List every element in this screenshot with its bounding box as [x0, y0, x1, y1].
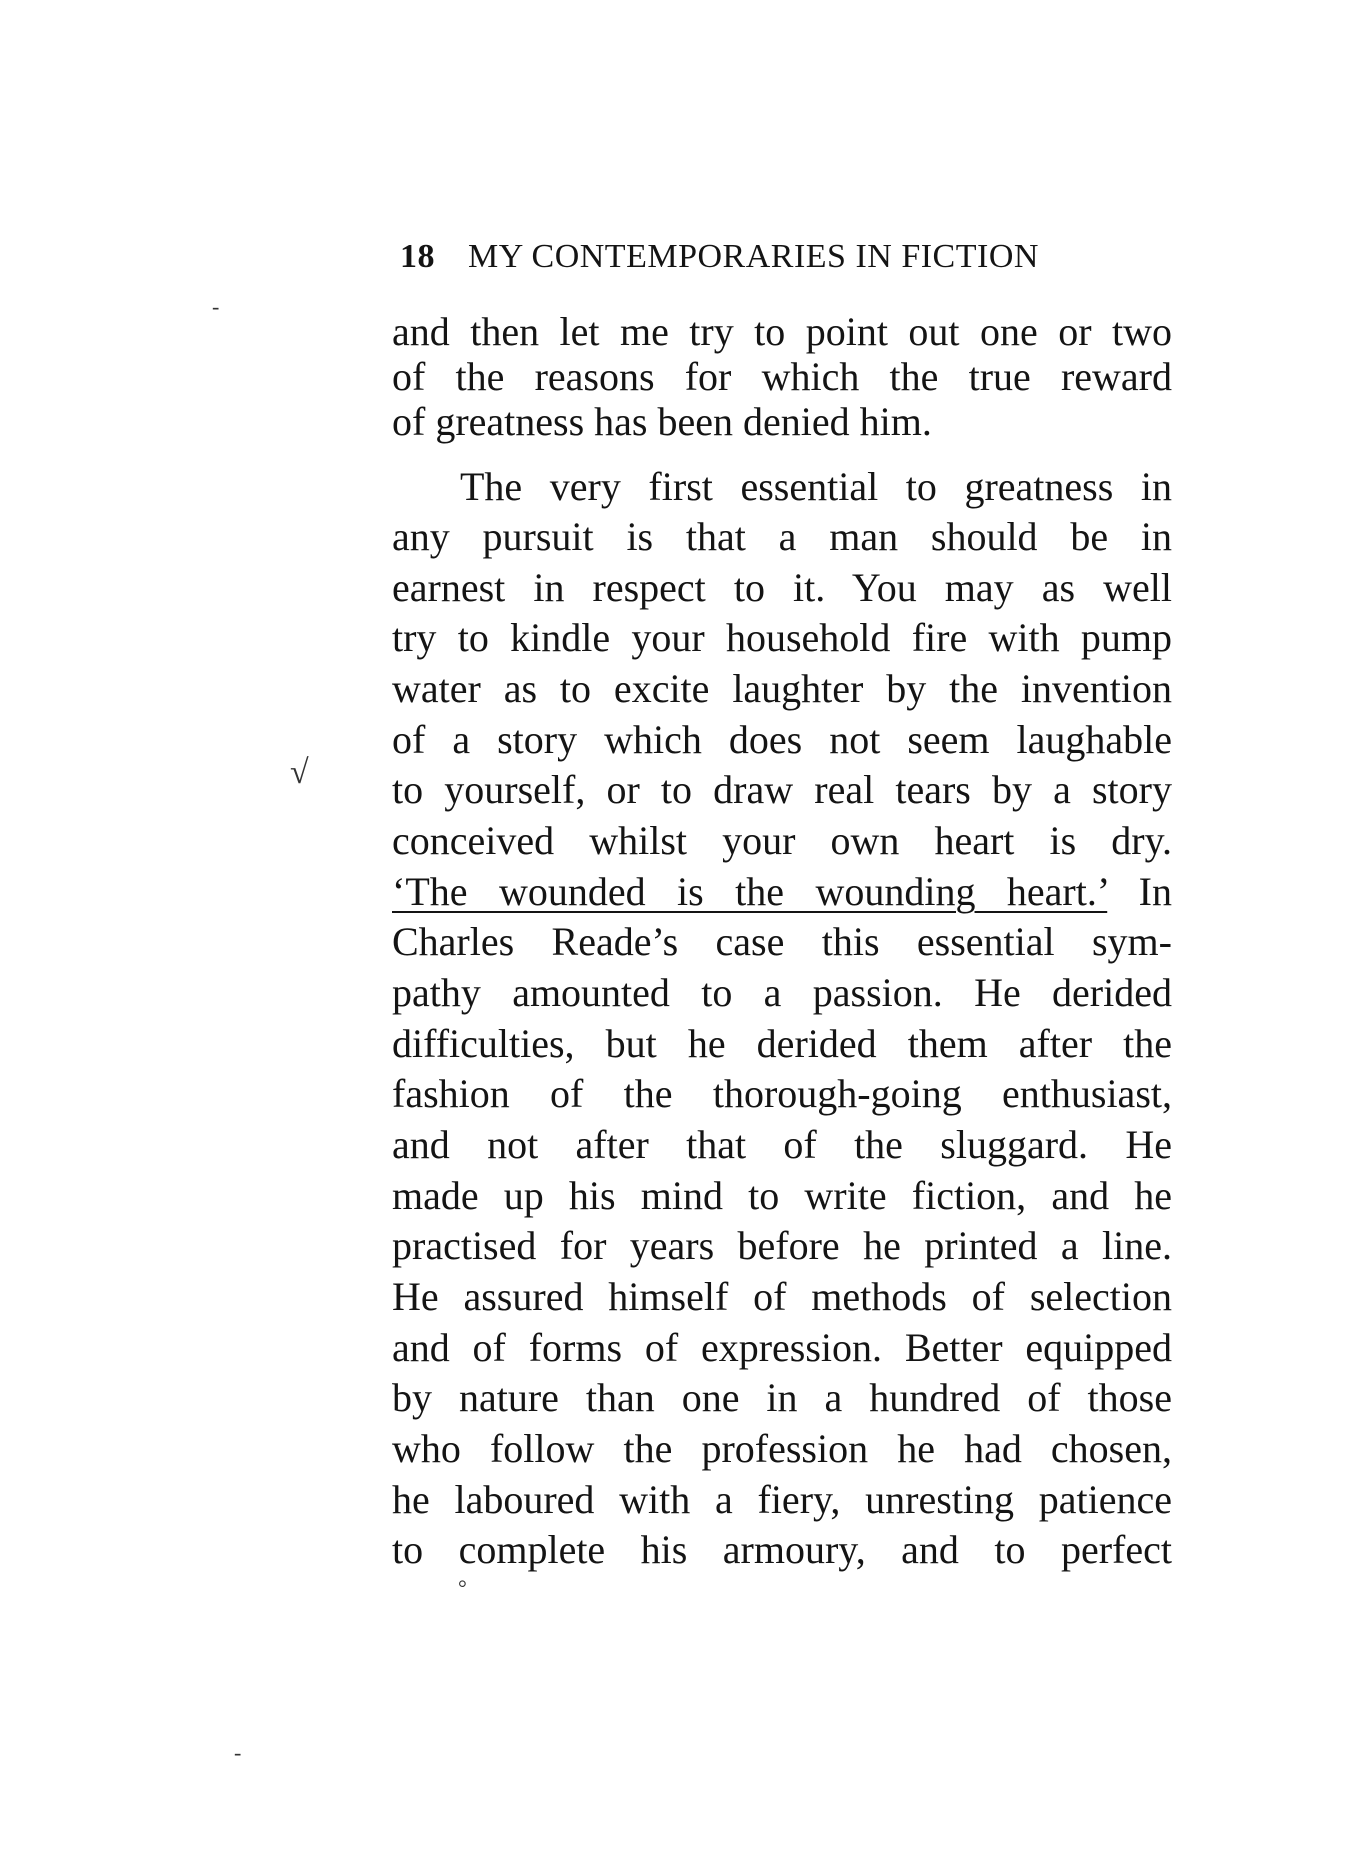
- text-line: of the reasons for which the true reward: [392, 354, 1172, 399]
- text-line: earnest in respect to it. You may as well: [392, 565, 1172, 610]
- text-line: water as to excite laughter by the invention: [392, 666, 1172, 711]
- running-title: MY CONTEMPORARIES IN FICTION: [468, 238, 1039, 275]
- text-line: pathy amounted to a passion. He derided: [392, 970, 1172, 1015]
- text-line: fashion of the thorough-going enthusiast,: [392, 1071, 1172, 1116]
- text-line: and of forms of expression. Better equipped: [392, 1325, 1172, 1370]
- margin-speck: -: [212, 294, 220, 319]
- text-line: to yourself, or to draw real tears by a story: [392, 767, 1172, 812]
- text-line: who follow the profession he had chosen,: [392, 1426, 1172, 1471]
- margin-check-mark: √: [290, 754, 309, 791]
- quote-line: [392, 866, 1172, 918]
- text-line: any pursuit is that a man should be in: [392, 514, 1172, 559]
- text-line: He assured himself of methods of selection: [392, 1274, 1172, 1319]
- margin-speck: -: [234, 1740, 242, 1765]
- text-line: and then let me try to point out one or two: [392, 309, 1172, 354]
- quoted-verse: ‘The wounded is the wounding heart.’: [392, 869, 1108, 914]
- text-line: difficulties, but he derided them after the: [392, 1021, 1172, 1066]
- page-number: 18: [400, 238, 435, 275]
- text-line: he laboured with a fiery, unresting patience: [392, 1477, 1172, 1522]
- text-line: by nature than one in a hundred of those: [392, 1375, 1172, 1420]
- text-line: made up his mind to write fiction, and he: [392, 1173, 1172, 1218]
- text-line: conceived whilst your own heart is dry.: [392, 818, 1172, 863]
- text-line: of a story which does not seem laughable: [392, 717, 1172, 762]
- text-line: of greatness has been denied him.: [392, 399, 932, 444]
- text-line: practised for years before he printed a line.: [392, 1223, 1172, 1268]
- text-fragment: In: [1107, 869, 1172, 914]
- text-line: Charles Reade’s case this essential sym-: [392, 919, 1172, 964]
- text-line: and not after that of the sluggard. He: [392, 1122, 1172, 1167]
- text-line: The very first essential to greatness in: [460, 464, 1172, 509]
- text-line: to complete his armoury, and to perfect: [392, 1527, 1172, 1572]
- margin-smudge: °: [458, 1575, 467, 1600]
- text-line: try to kindle your household fire with pump: [392, 615, 1172, 660]
- running-header: [400, 238, 1150, 288]
